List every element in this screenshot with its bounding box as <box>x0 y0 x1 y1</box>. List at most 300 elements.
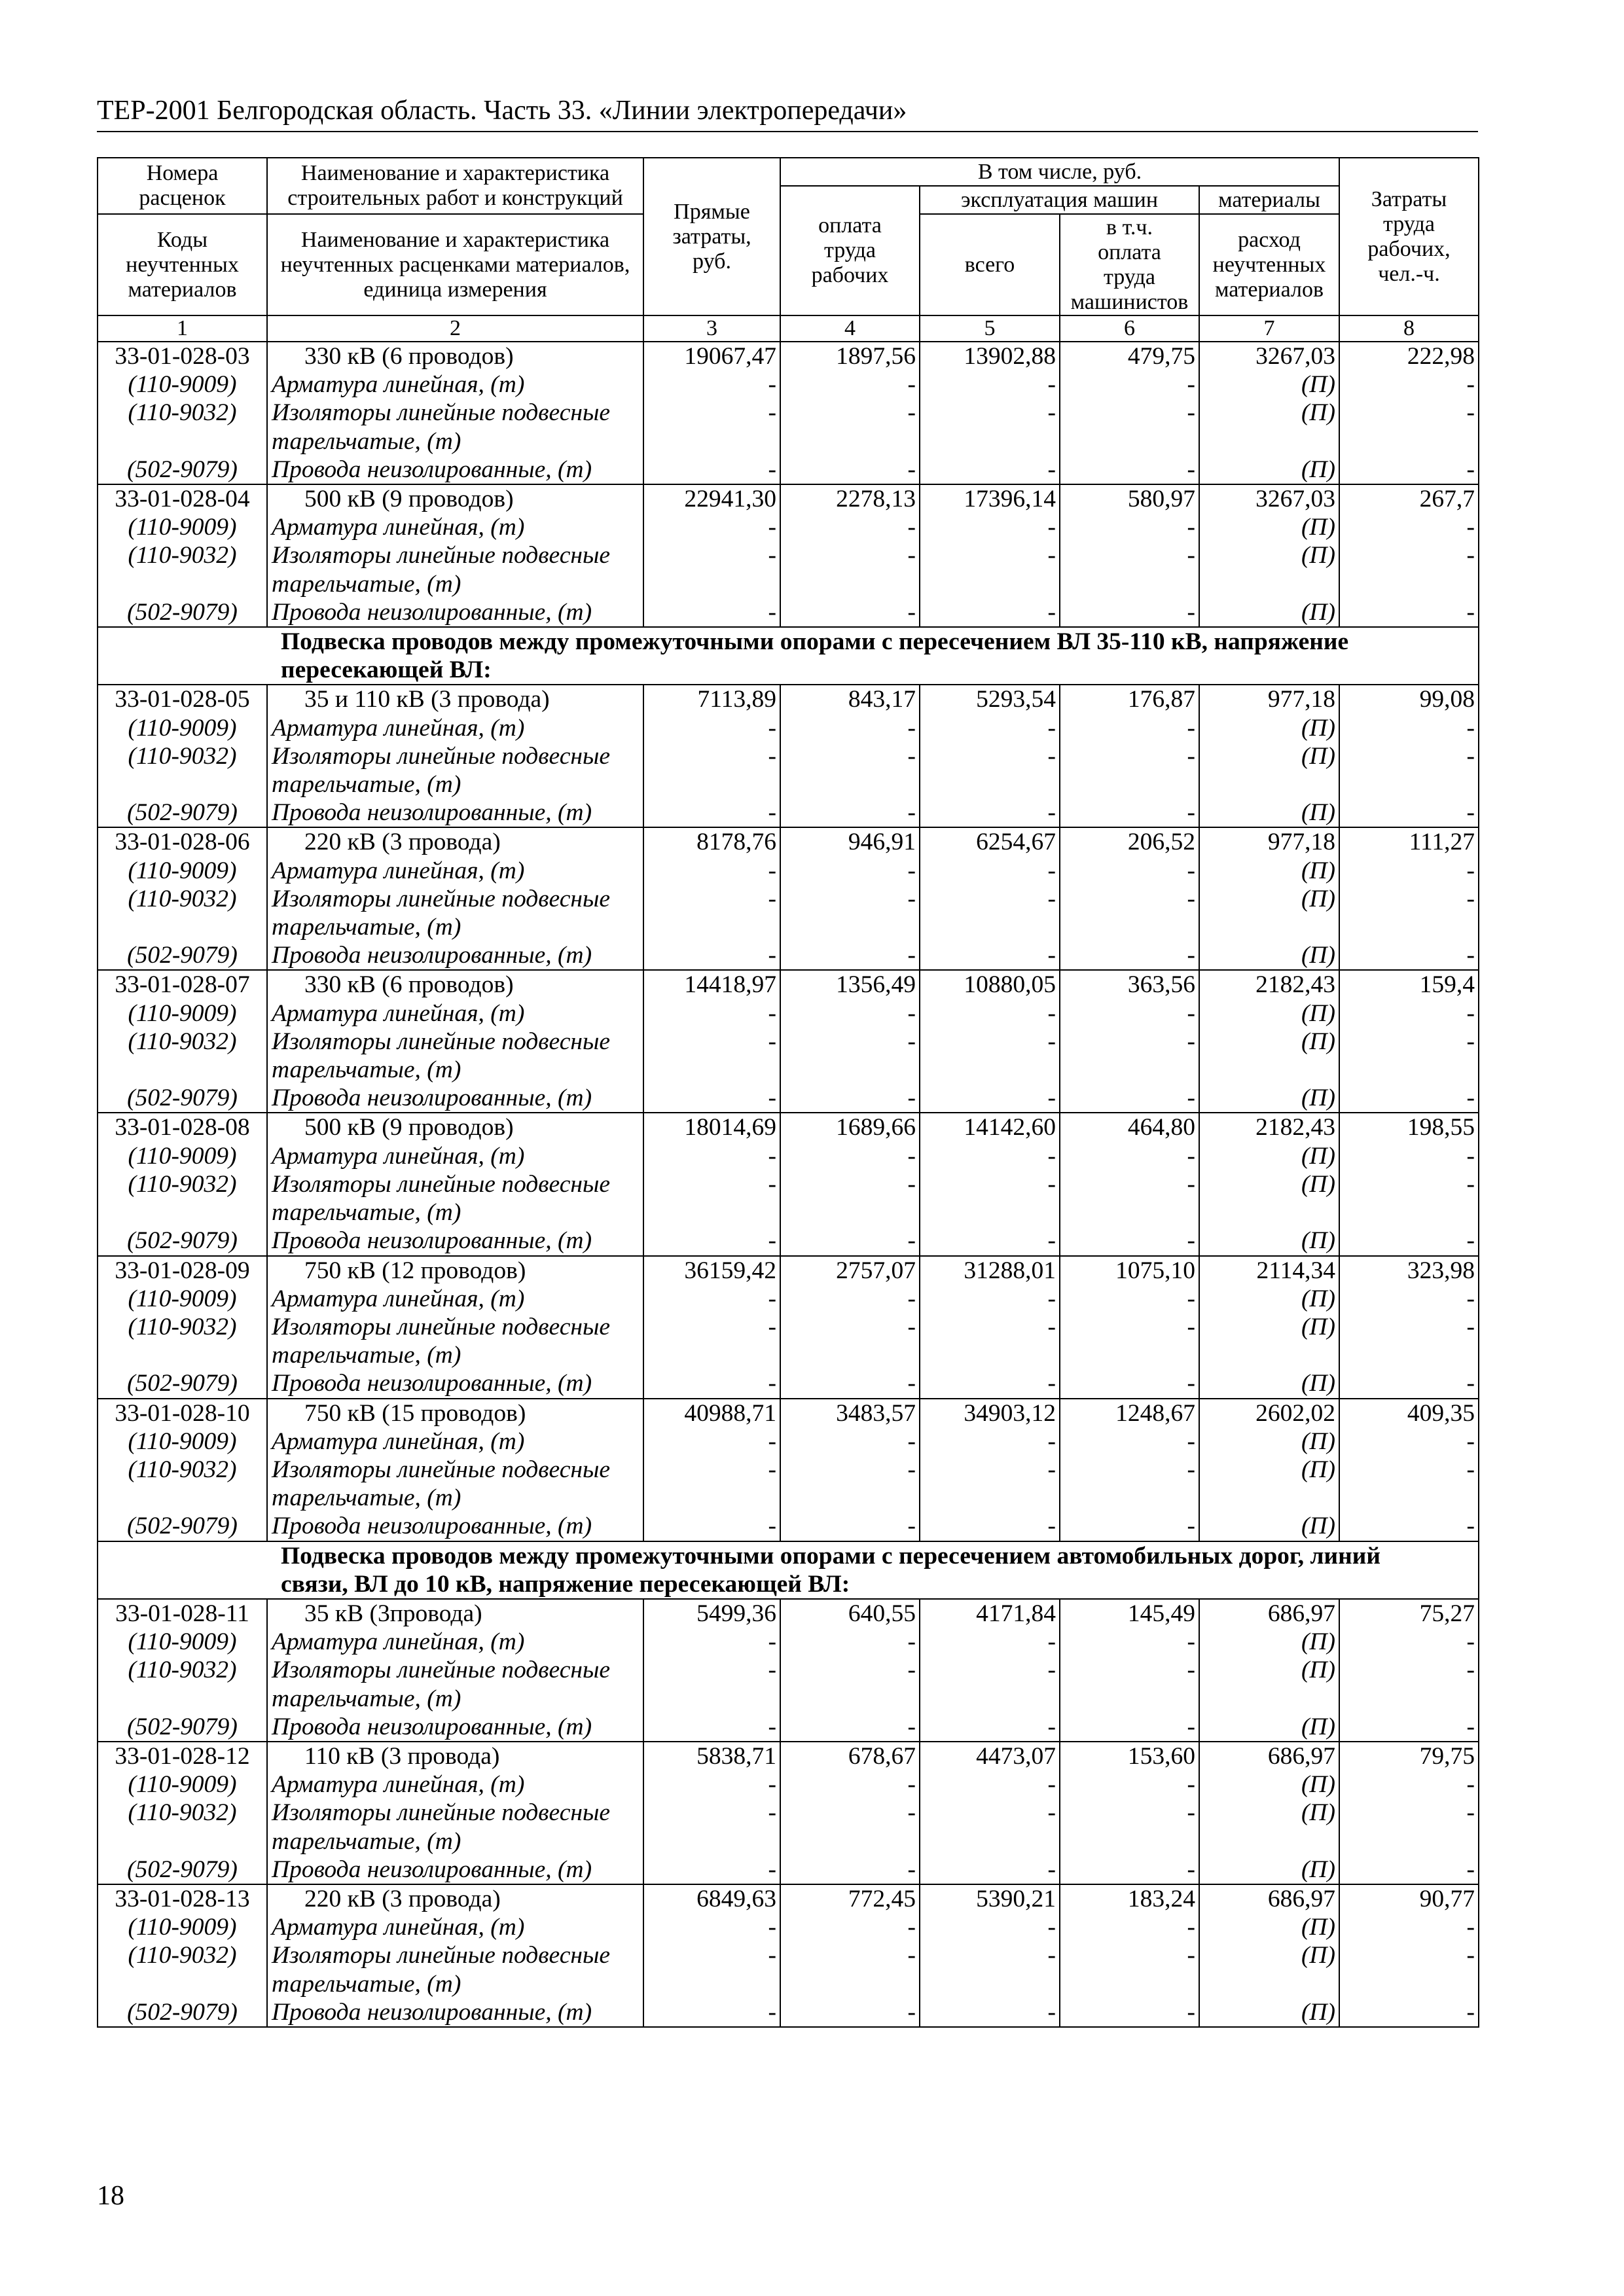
material-row <box>98 1628 1479 1656</box>
labor-hours-value: - <box>1339 1913 1479 1941</box>
machine-operation-total-value: 5293,54 <box>920 685 1060 713</box>
labor-hours-value: - <box>1339 1227 1479 1255</box>
rate-row <box>98 685 1479 713</box>
material-name: Арматура линейная, (т) <box>267 857 643 885</box>
material-code: (110-9009) <box>98 1427 267 1456</box>
materials-value: (П) <box>1199 1028 1339 1084</box>
worker-wages-value: - <box>780 1313 920 1369</box>
direct-cost-value: 40988,71 <box>643 1399 780 1427</box>
direct-cost-value: - <box>643 1628 780 1656</box>
machine-operation-total-value: - <box>920 541 1060 598</box>
direct-cost-value: - <box>643 1427 780 1456</box>
materials-value: (П) <box>1199 1856 1339 1884</box>
section-heading-text: Подвеска проводов между промежуточными опорами с пересечением автомобильных дорог, линий связи, ВЛ до 10 кВ, напряжение пересекающей ВЛ: <box>98 1541 1479 1599</box>
labor-hours-value: - <box>1339 798 1479 827</box>
worker-wages-value: - <box>780 1028 920 1084</box>
material-row <box>98 1142 1479 1170</box>
worker-wages-value: - <box>780 1913 920 1941</box>
machine-operation-total-value: 6254,67 <box>920 827 1060 856</box>
rate-block <box>98 1113 1479 1255</box>
rate-block <box>98 1599 1479 1742</box>
materials-value: (П) <box>1199 885 1339 941</box>
rate-row <box>98 970 1479 999</box>
machinist-wages-value: - <box>1060 1628 1199 1656</box>
machine-operation-total-value: - <box>920 1856 1060 1884</box>
machine-operation-total-value: - <box>920 1427 1060 1456</box>
labor-hours-value: - <box>1339 742 1479 798</box>
column-number: 8 <box>1339 315 1479 342</box>
column-number: 4 <box>780 315 920 342</box>
materials-value: (П) <box>1199 1456 1339 1512</box>
section-heading <box>98 627 1479 685</box>
material-code: (110-9009) <box>98 857 267 885</box>
direct-cost-value: - <box>643 1369 780 1398</box>
rate-row <box>98 1256 1479 1285</box>
material-code: (502-9079) <box>98 456 267 484</box>
labor-hours-value: 90,77 <box>1339 1884 1479 1913</box>
labor-hours-value: - <box>1339 885 1479 941</box>
labor-hours-value: - <box>1339 1998 1479 2027</box>
materials-value: (П) <box>1199 1512 1339 1541</box>
worker-wages-value: 946,91 <box>780 827 920 856</box>
worker-wages-value: - <box>780 798 920 827</box>
rate-code: 33-01-028-03 <box>98 342 267 370</box>
machine-operation-total-value: - <box>920 999 1060 1028</box>
material-code: (110-9032) <box>98 541 267 598</box>
labor-hours-value: 222,98 <box>1339 342 1479 370</box>
machinist-wages-value: - <box>1060 541 1199 598</box>
machinist-wages-value: - <box>1060 1512 1199 1541</box>
materials-value: (П) <box>1199 1628 1339 1656</box>
machine-operation-total-value: - <box>920 1456 1060 1512</box>
material-name: Провода неизолированные, (т) <box>267 1227 643 1255</box>
machine-operation-total-value: 31288,01 <box>920 1256 1060 1285</box>
rate-row <box>98 484 1479 513</box>
materials-value: (П) <box>1199 370 1339 399</box>
material-name: Провода неизолированные, (т) <box>267 1512 643 1541</box>
labor-hours-value: 99,08 <box>1339 685 1479 713</box>
materials-value: (П) <box>1199 714 1339 742</box>
header-material-codes: Коды неучтенных материалов <box>98 214 267 315</box>
material-name: Арматура линейная, (т) <box>267 1142 643 1170</box>
work-name: 110 кВ (3 провода) <box>267 1742 643 1770</box>
material-code: (110-9032) <box>98 1656 267 1712</box>
machinist-wages-value: 1248,67 <box>1060 1399 1199 1427</box>
worker-wages-value: 1689,66 <box>780 1113 920 1141</box>
direct-cost-value: 19067,47 <box>643 342 780 370</box>
material-name: Арматура линейная, (т) <box>267 513 643 541</box>
materials-value: 686,97 <box>1199 1599 1339 1628</box>
material-name: Провода неизолированные, (т) <box>267 1998 643 2027</box>
column-number: 2 <box>267 315 643 342</box>
worker-wages-value: - <box>780 541 920 598</box>
rate-row <box>98 342 1479 370</box>
machine-operation-total-value: - <box>920 1628 1060 1656</box>
materials-value: (П) <box>1199 1285 1339 1313</box>
direct-cost-value: - <box>643 1713 780 1742</box>
machinist-wages-value: - <box>1060 1998 1199 2027</box>
rate-code: 33-01-028-12 <box>98 1742 267 1770</box>
machine-operation-total-value: 34903,12 <box>920 1399 1060 1427</box>
machinist-wages-value: 464,80 <box>1060 1113 1199 1141</box>
material-row <box>98 1369 1479 1398</box>
title-rule <box>97 131 1478 132</box>
worker-wages-value: - <box>780 1713 920 1742</box>
machinist-wages-value: - <box>1060 1456 1199 1512</box>
machinist-wages-value: - <box>1060 370 1199 399</box>
materials-value: 2182,43 <box>1199 970 1339 999</box>
machine-operation-total-value: - <box>920 885 1060 941</box>
material-row <box>98 885 1479 941</box>
rate-code: 33-01-028-13 <box>98 1884 267 1913</box>
header-worker-wages: оплата труда рабочих <box>780 186 920 315</box>
material-code: (502-9079) <box>98 1084 267 1113</box>
material-code: (502-9079) <box>98 1713 267 1742</box>
direct-cost-value: - <box>643 1770 780 1799</box>
rate-block <box>98 342 1479 484</box>
material-name: Изоляторы линейные подвесные тарельчатые, (т) <box>267 1941 643 1998</box>
machinist-wages-value: - <box>1060 1142 1199 1170</box>
direct-cost-value: - <box>643 1170 780 1227</box>
material-name: Изоляторы линейные подвесные тарельчатые, (т) <box>267 1799 643 1855</box>
work-name: 35 и 110 кВ (3 провода) <box>267 685 643 713</box>
material-name: Изоляторы линейные подвесные тарельчатые, (т) <box>267 885 643 941</box>
machinist-wages-value: - <box>1060 885 1199 941</box>
header-rate-numbers: Номера расценок <box>98 158 267 214</box>
material-row <box>98 742 1479 798</box>
machinist-wages-value: - <box>1060 1856 1199 1884</box>
column-number: 5 <box>920 315 1060 342</box>
direct-cost-value: - <box>643 1799 780 1855</box>
direct-cost-value: - <box>643 1285 780 1313</box>
material-code: (110-9032) <box>98 1799 267 1855</box>
machinist-wages-value: 363,56 <box>1060 970 1199 999</box>
machinist-wages-value: - <box>1060 1313 1199 1369</box>
material-code: (110-9009) <box>98 513 267 541</box>
labor-hours-value: - <box>1339 370 1479 399</box>
machinist-wages-value: 145,49 <box>1060 1599 1199 1628</box>
direct-cost-value: - <box>643 1913 780 1941</box>
section-heading <box>98 1541 1479 1599</box>
machine-operation-total-value: - <box>920 1227 1060 1255</box>
rate-row <box>98 1884 1479 1913</box>
machine-operation-total-value: - <box>920 370 1060 399</box>
work-name: 330 кВ (6 проводов) <box>267 342 643 370</box>
machine-operation-total-value: - <box>920 857 1060 885</box>
materials-value: (П) <box>1199 1084 1339 1113</box>
rate-code: 33-01-028-07 <box>98 970 267 999</box>
labor-hours-value: - <box>1339 541 1479 598</box>
machinist-wages-value: - <box>1060 999 1199 1028</box>
work-name: 220 кВ (3 провода) <box>267 1884 643 1913</box>
materials-value: 686,97 <box>1199 1742 1339 1770</box>
labor-hours-value: 111,27 <box>1339 827 1479 856</box>
labor-hours-value: - <box>1339 999 1479 1028</box>
material-name: Арматура линейная, (т) <box>267 1913 643 1941</box>
rate-code: 33-01-028-09 <box>98 1256 267 1285</box>
machine-operation-total-value: - <box>920 742 1060 798</box>
rate-code: 33-01-028-10 <box>98 1399 267 1427</box>
material-code: (110-9009) <box>98 1142 267 1170</box>
direct-cost-value: - <box>643 1998 780 2027</box>
machine-operation-total-value: - <box>920 1941 1060 1998</box>
worker-wages-value: - <box>780 1998 920 2027</box>
material-code: (110-9009) <box>98 1770 267 1799</box>
materials-value: (П) <box>1199 798 1339 827</box>
machinist-wages-value: - <box>1060 1227 1199 1255</box>
rate-code: 33-01-028-06 <box>98 827 267 856</box>
machinist-wages-value: - <box>1060 1941 1199 1998</box>
direct-cost-value: - <box>643 798 780 827</box>
machinist-wages-value: 176,87 <box>1060 685 1199 713</box>
machinist-wages-value: 1075,10 <box>1060 1256 1199 1285</box>
materials-value: (П) <box>1199 1998 1339 2027</box>
direct-cost-value: 5838,71 <box>643 1742 780 1770</box>
work-name: 35 кВ (3провода) <box>267 1599 643 1628</box>
worker-wages-value: - <box>780 1084 920 1113</box>
material-name: Изоляторы линейные подвесные тарельчатые, (т) <box>267 399 643 455</box>
materials-value: 2182,43 <box>1199 1113 1339 1141</box>
header-work-name: Наименование и характеристика строительных работ и конструкций <box>267 158 643 214</box>
rate-block <box>98 1399 1479 1541</box>
materials-value: (П) <box>1199 1770 1339 1799</box>
machinist-wages-value: - <box>1060 1770 1199 1799</box>
worker-wages-value: 640,55 <box>780 1599 920 1628</box>
work-name: 220 кВ (3 провода) <box>267 827 643 856</box>
labor-hours-value: - <box>1339 1628 1479 1656</box>
labor-hours-value: - <box>1339 1170 1479 1227</box>
rate-row <box>98 1399 1479 1427</box>
labor-hours-value: - <box>1339 1369 1479 1398</box>
labor-hours-value: - <box>1339 1512 1479 1541</box>
direct-cost-value: - <box>643 1856 780 1884</box>
labor-hours-value: - <box>1339 1084 1479 1113</box>
material-code: (502-9079) <box>98 1856 267 1884</box>
material-name: Провода неизолированные, (т) <box>267 1084 643 1113</box>
material-name: Провода неизолированные, (т) <box>267 456 643 484</box>
material-name: Арматура линейная, (т) <box>267 999 643 1028</box>
material-row <box>98 1227 1479 1255</box>
rate-row <box>98 1742 1479 1770</box>
worker-wages-value: - <box>780 1512 920 1541</box>
machinist-wages-value: - <box>1060 1285 1199 1313</box>
work-name: 500 кВ (9 проводов) <box>267 484 643 513</box>
machinist-wages-value: - <box>1060 857 1199 885</box>
direct-cost-value: 5499,36 <box>643 1599 780 1628</box>
labor-hours-value: 323,98 <box>1339 1256 1479 1285</box>
material-name: Изоляторы линейные подвесные тарельчатые, (т) <box>267 1170 643 1227</box>
section-heading-text: Подвеска проводов между промежуточными опорами с пересечением ВЛ 35-110 кВ, напряжение пересекающей ВЛ: <box>98 627 1479 685</box>
material-row <box>98 1456 1479 1512</box>
worker-wages-value: - <box>780 857 920 885</box>
machinist-wages-value: 153,60 <box>1060 1742 1199 1770</box>
worker-wages-value: - <box>780 714 920 742</box>
header-material-name: Наименование и характеристика неучтенных расценками материалов, единица измерения <box>267 214 643 315</box>
material-row <box>98 1285 1479 1313</box>
worker-wages-value: - <box>780 1799 920 1855</box>
labor-hours-value: - <box>1339 941 1479 970</box>
header-direct-costs: Прямые затраты, руб. <box>643 158 780 315</box>
material-row <box>98 1713 1479 1742</box>
worker-wages-value: - <box>780 1456 920 1512</box>
direct-cost-value: - <box>643 1028 780 1084</box>
rate-block <box>98 1884 1479 2027</box>
labor-hours-value: - <box>1339 1285 1479 1313</box>
machine-operation-total-value: - <box>920 1512 1060 1541</box>
materials-value: (П) <box>1199 941 1339 970</box>
machine-operation-total-value: - <box>920 714 1060 742</box>
worker-wages-value: - <box>780 1427 920 1456</box>
material-name: Арматура линейная, (т) <box>267 1427 643 1456</box>
material-row <box>98 1028 1479 1084</box>
materials-value: (П) <box>1199 742 1339 798</box>
header-row-1 <box>98 158 1479 186</box>
direct-cost-value: - <box>643 1227 780 1255</box>
materials-value: 2602,02 <box>1199 1399 1339 1427</box>
page-number: 18 <box>97 2181 124 2211</box>
machinist-wages-value: - <box>1060 1913 1199 1941</box>
materials-value: (П) <box>1199 1170 1339 1227</box>
machine-operation-total-value: 17396,14 <box>920 484 1060 513</box>
worker-wages-value: 3483,57 <box>780 1399 920 1427</box>
materials-value: (П) <box>1199 1227 1339 1255</box>
machinist-wages-value: - <box>1060 1799 1199 1855</box>
direct-cost-value: 7113,89 <box>643 685 780 713</box>
material-name: Арматура линейная, (т) <box>267 714 643 742</box>
materials-value: 3267,03 <box>1199 342 1339 370</box>
material-row <box>98 1427 1479 1456</box>
header-machine-operation: эксплуатация машин <box>920 186 1199 214</box>
work-name: 500 кВ (9 проводов) <box>267 1113 643 1141</box>
labor-hours-value: - <box>1339 456 1479 484</box>
materials-value: (П) <box>1199 513 1339 541</box>
worker-wages-value: - <box>780 1285 920 1313</box>
worker-wages-value: - <box>780 1170 920 1227</box>
material-name: Изоляторы линейные подвесные тарельчатые, (т) <box>267 1656 643 1712</box>
machinist-wages-value: - <box>1060 399 1199 455</box>
machinist-wages-value: - <box>1060 1084 1199 1113</box>
direct-cost-value: 14418,97 <box>643 970 780 999</box>
material-row <box>98 941 1479 970</box>
machine-operation-total-value: - <box>920 1285 1060 1313</box>
worker-wages-value: - <box>780 1369 920 1398</box>
material-code: (502-9079) <box>98 941 267 970</box>
machine-operation-total-value: - <box>920 1770 1060 1799</box>
direct-cost-value: - <box>643 399 780 455</box>
materials-value: (П) <box>1199 1656 1339 1712</box>
machine-operation-total-value: - <box>920 1142 1060 1170</box>
material-code: (110-9032) <box>98 1170 267 1227</box>
machine-operation-total-value: - <box>920 941 1060 970</box>
material-name: Арматура линейная, (т) <box>267 1770 643 1799</box>
worker-wages-value: - <box>780 885 920 941</box>
material-row <box>98 1856 1479 1884</box>
material-code: (110-9009) <box>98 370 267 399</box>
machine-operation-total-value: - <box>920 456 1060 484</box>
worker-wages-value: - <box>780 456 920 484</box>
machinist-wages-value: - <box>1060 798 1199 827</box>
rate-block <box>98 827 1479 970</box>
direct-cost-value: - <box>643 1941 780 1998</box>
machinist-wages-value: - <box>1060 513 1199 541</box>
direct-cost-value: - <box>643 598 780 627</box>
materials-value: (П) <box>1199 1799 1339 1855</box>
material-row <box>98 857 1479 885</box>
running-title: ТЕР-2001 Белгородская область. Часть 33. «Линии электропередачи» <box>97 96 907 126</box>
materials-value: 3267,03 <box>1199 484 1339 513</box>
material-name: Провода неизолированные, (т) <box>267 1369 643 1398</box>
work-name: 750 кВ (12 проводов) <box>267 1256 643 1285</box>
header-including: В том числе, руб. <box>780 158 1339 186</box>
machine-operation-total-value: - <box>920 399 1060 455</box>
machinist-wages-value: - <box>1060 714 1199 742</box>
header-unaccounted-materials: расход неучтенных материалов <box>1199 214 1339 315</box>
material-code: (110-9009) <box>98 1628 267 1656</box>
material-name: Арматура линейная, (т) <box>267 370 643 399</box>
material-code: (110-9032) <box>98 1313 267 1369</box>
direct-cost-value: - <box>643 1512 780 1541</box>
column-numbers-row <box>98 315 1479 342</box>
material-row <box>98 1998 1479 2027</box>
machinist-wages-value: - <box>1060 941 1199 970</box>
material-row <box>98 1770 1479 1799</box>
machine-operation-total-value: - <box>920 1799 1060 1855</box>
labor-hours-value: 198,55 <box>1339 1113 1479 1141</box>
section-heading-row <box>98 627 1479 685</box>
material-name: Арматура линейная, (т) <box>267 1628 643 1656</box>
rate-block <box>98 1742 1479 1884</box>
material-name: Провода неизолированные, (т) <box>267 1713 643 1742</box>
rate-block <box>98 484 1479 627</box>
worker-wages-value: - <box>780 1656 920 1712</box>
material-row <box>98 399 1479 455</box>
machinist-wages-value: - <box>1060 456 1199 484</box>
column-number: 6 <box>1060 315 1199 342</box>
materials-value: (П) <box>1199 541 1339 598</box>
material-row <box>98 714 1479 742</box>
material-name: Изоляторы линейные подвесные тарельчатые, (т) <box>267 1028 643 1084</box>
material-code: (110-9009) <box>98 714 267 742</box>
rate-row <box>98 827 1479 856</box>
worker-wages-value: - <box>780 1856 920 1884</box>
machinist-wages-value: - <box>1060 1170 1199 1227</box>
machine-operation-total-value: - <box>920 1084 1060 1113</box>
rate-row <box>98 1599 1479 1628</box>
direct-cost-value: 22941,30 <box>643 484 780 513</box>
worker-wages-value: - <box>780 742 920 798</box>
machine-operation-total-value: - <box>920 798 1060 827</box>
header-materials: материалы <box>1199 186 1339 214</box>
material-code: (110-9032) <box>98 1941 267 1998</box>
work-name: 750 кВ (15 проводов) <box>267 1399 643 1427</box>
rate-row <box>98 1113 1479 1141</box>
column-number: 1 <box>98 315 267 342</box>
direct-cost-value: - <box>643 1142 780 1170</box>
direct-cost-value: - <box>643 456 780 484</box>
material-row <box>98 1170 1479 1227</box>
direct-cost-value: - <box>643 742 780 798</box>
worker-wages-value: 678,67 <box>780 1742 920 1770</box>
machine-operation-total-value: 4473,07 <box>920 1742 1060 1770</box>
machinist-wages-value: 206,52 <box>1060 827 1199 856</box>
material-code: (110-9009) <box>98 1913 267 1941</box>
direct-cost-value: - <box>643 885 780 941</box>
direct-cost-value: 36159,42 <box>643 1256 780 1285</box>
machine-operation-total-value: - <box>920 1369 1060 1398</box>
machine-operation-total-value: - <box>920 598 1060 627</box>
section-heading-row <box>98 1541 1479 1599</box>
labor-hours-value: - <box>1339 1799 1479 1855</box>
